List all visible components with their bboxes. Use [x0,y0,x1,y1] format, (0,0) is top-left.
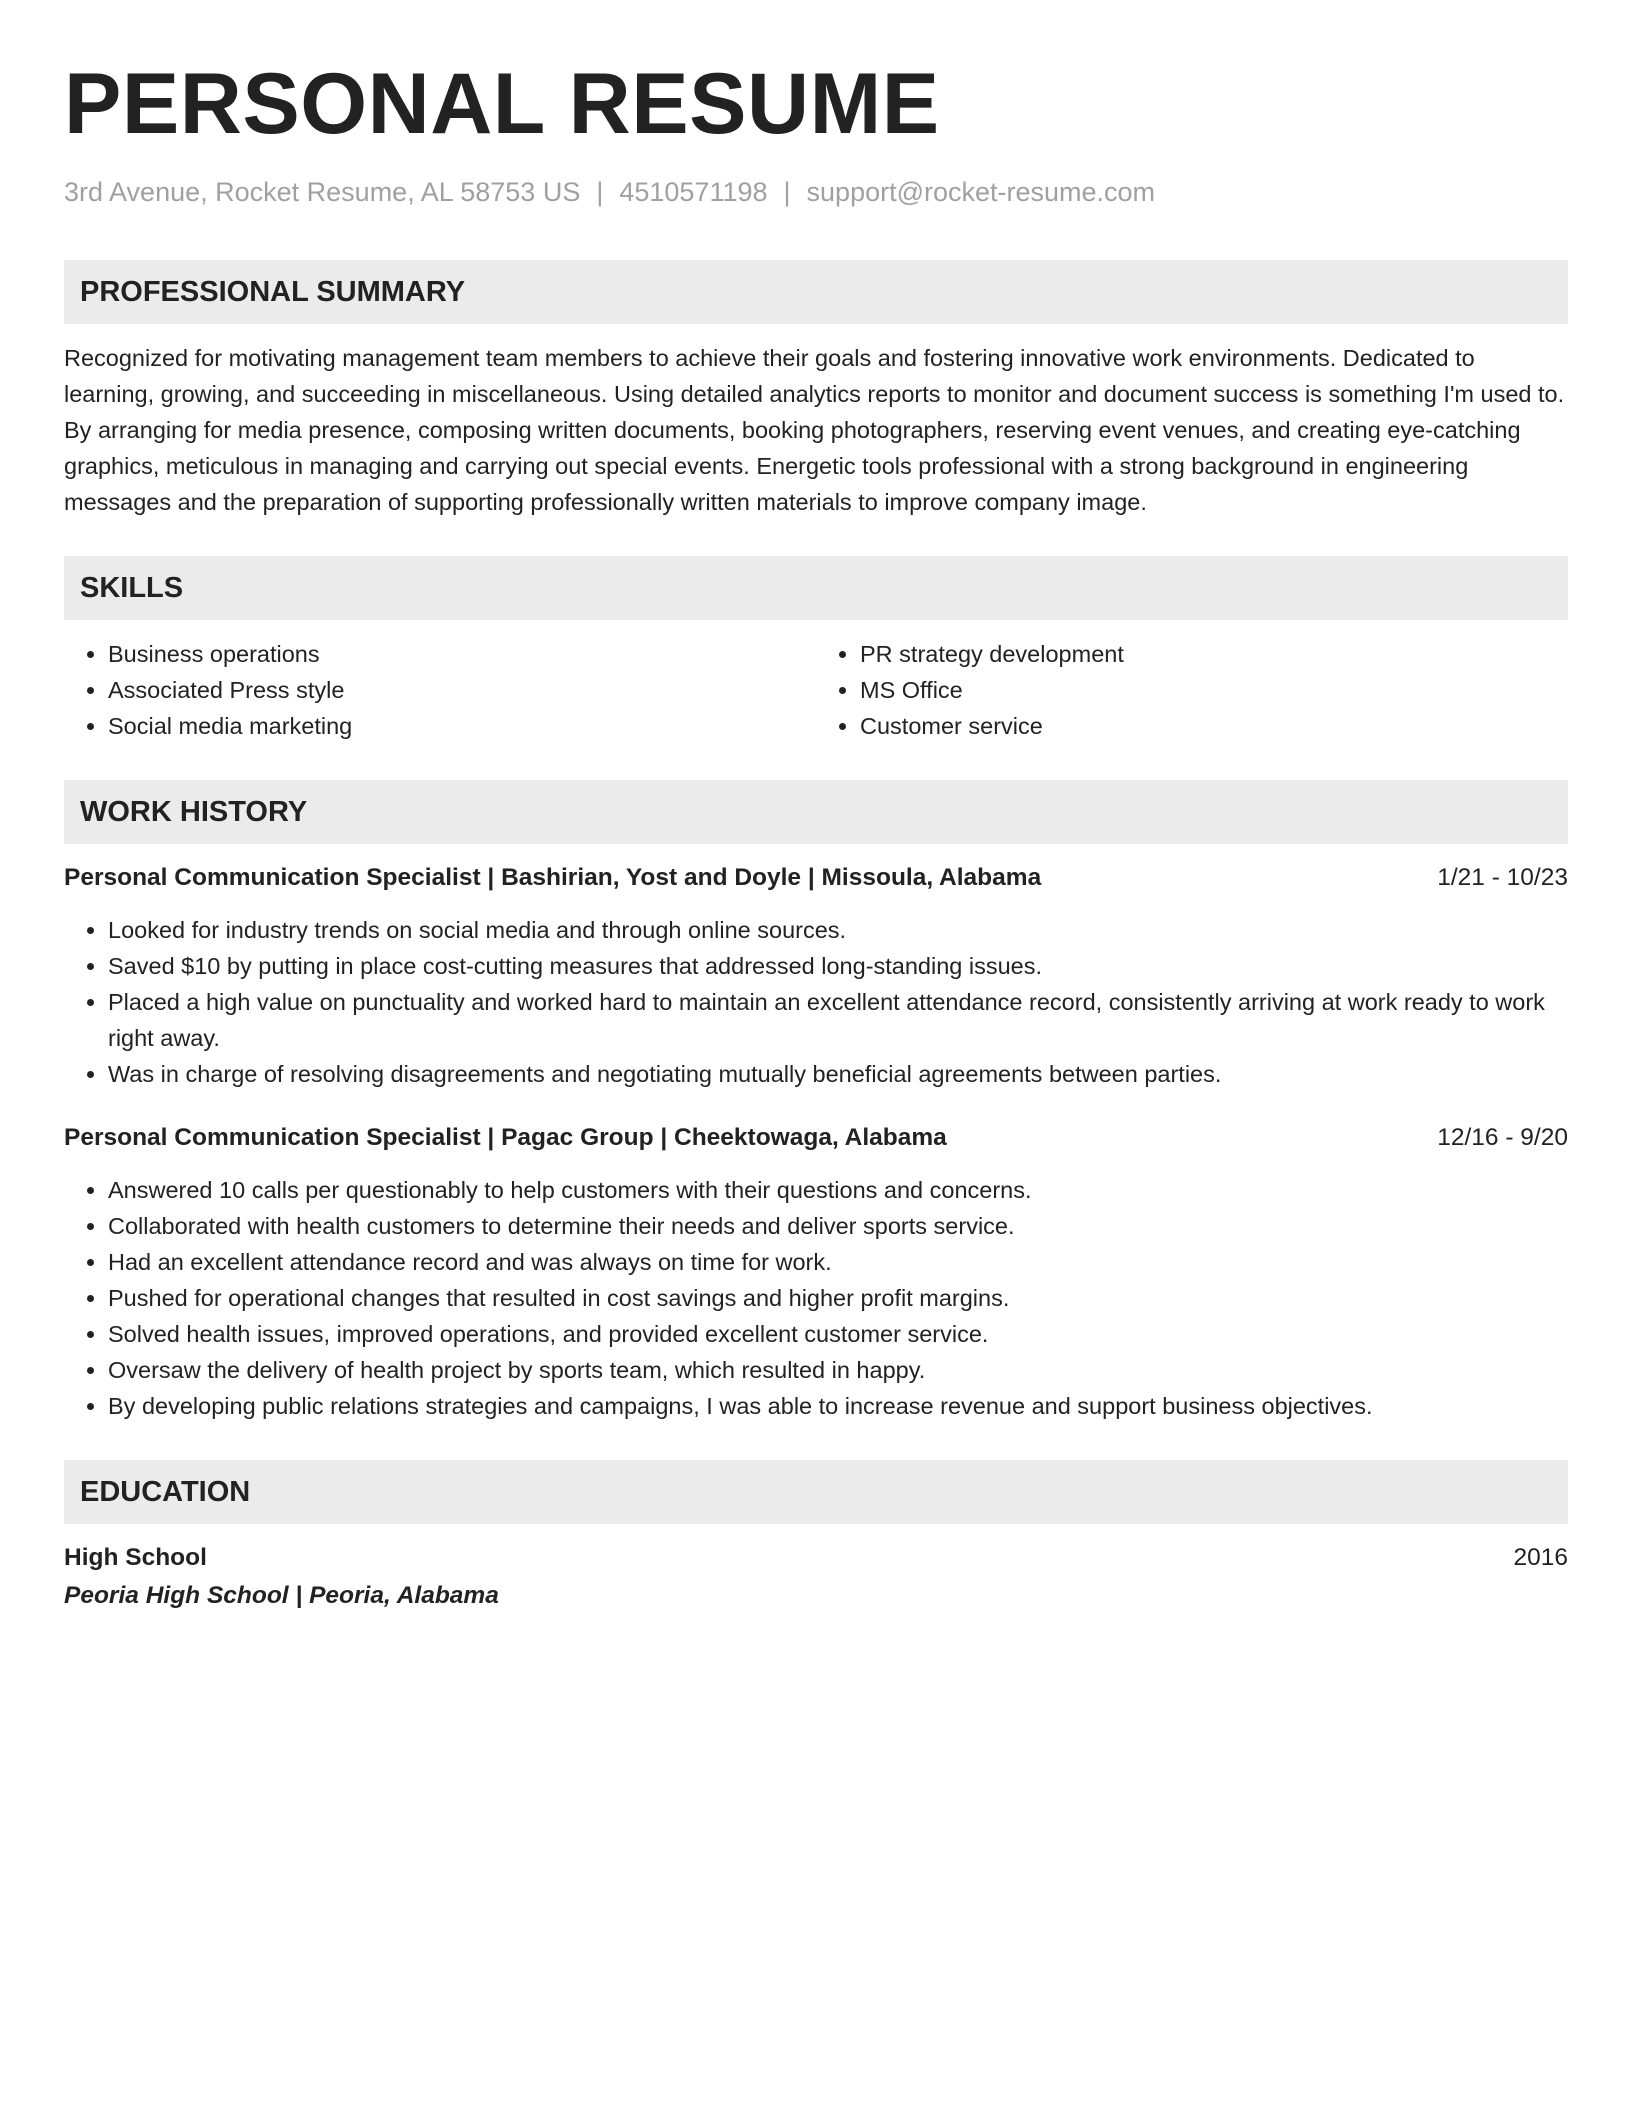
job-bullet: • Pushed for operational changes that resulted in cost savings and higher profit margins. [108,1280,1568,1316]
job-bullet: • Saved $10 by putting in place cost-cutting measures that addressed long-standing issues. [108,948,1568,984]
education-degree: High School [64,1544,207,1571]
summary-text: Recognized for motivating management team members to achieve their goals and fostering innovative work environments. Dedicated to learning, growing, and succeeding in miscellaneous. Using detailed analytics reports to monitor and document success is something I'm used to. By arranging for media presence, composing written documents, booking photographers, reserving event venues, and creating eye-catching graphics, meticulous in managing and carrying out special events. Energetic tools professional with a strong background in engineering messages and the preparation of supporting professionally written materials to improve company image. [64,345,1565,515]
contact-separator: | [783,177,791,207]
skills-column-left [64,636,816,744]
job-entry [64,1120,1568,1424]
contact-separator: | [596,177,604,207]
job-dates: 1/21 - 10/23 [1437,864,1568,891]
job-bullet: • By developing public relations strategies and campaigns, I was able to increase revenue and support business objectives. [108,1388,1568,1424]
contact-email: support@rocket-resume.com [806,177,1156,207]
job-title: Personal Communication Specialist | Bashirian, Yost and Doyle | Missoula, Alabama [64,864,1042,891]
job-bullets [64,912,1568,1092]
skills-list [64,636,1568,744]
job-bullets [64,1172,1568,1424]
section-heading-summary: PROFESSIONAL SUMMARY [64,260,1568,324]
job-bullet: • Placed a high value on punctuality and worked hard to maintain an excellent attendance record, consistently arriving at work ready to work right away. [108,984,1568,1056]
job-bullet: • Was in charge of resolving disagreements and negotiating mutually beneficial agreements between parties. [108,1056,1568,1092]
job-header [64,1120,1568,1156]
job-entry [64,860,1568,1092]
skill-item: • MS Office [860,672,1568,708]
contact-address: 3rd Avenue, Rocket Resume, AL 58753 US [64,177,581,207]
job-title: Personal Communication Specialist | Pagac Group | Cheektowaga, Alabama [64,1124,947,1151]
section-heading-work-history: WORK HISTORY [64,780,1568,844]
resume-name: PERSONAL RESUME [64,56,940,152]
skill-item: • Social media marketing [108,708,816,744]
job-dates: 12/16 - 9/20 [1437,1124,1568,1151]
skill-item: • PR strategy development [860,636,1568,672]
education-header [64,1540,1568,1576]
skills-column-right [816,636,1568,744]
section-heading-education: EDUCATION [64,1460,1568,1524]
job-bullet: • Looked for industry trends on social media and through online sources. [108,912,1568,948]
contact-line [64,174,1568,210]
skill-item: • Associated Press style [108,672,816,708]
skill-item: • Business operations [108,636,816,672]
job-bullet: • Collaborated with health customers to determine their needs and deliver sports service. [108,1208,1568,1244]
contact-phone: 4510571198 [619,177,768,207]
job-bullet: • Had an excellent attendance record and was always on time for work. [108,1244,1568,1280]
job-bullet: • Answered 10 calls per questionably to help customers with their questions and concerns. [108,1172,1568,1208]
job-bullet: • Solved health issues, improved operations, and provided excellent customer service. [108,1316,1568,1352]
education-school: Peoria High School | Peoria, Alabama [64,1582,499,1609]
education-year: 2016 [1513,1544,1568,1571]
job-bullet: • Oversaw the delivery of health project by sports team, which resulted in happy. [108,1352,1568,1388]
skill-item: • Customer service [860,708,1568,744]
job-header [64,860,1568,896]
section-heading-skills: SKILLS [64,556,1568,620]
